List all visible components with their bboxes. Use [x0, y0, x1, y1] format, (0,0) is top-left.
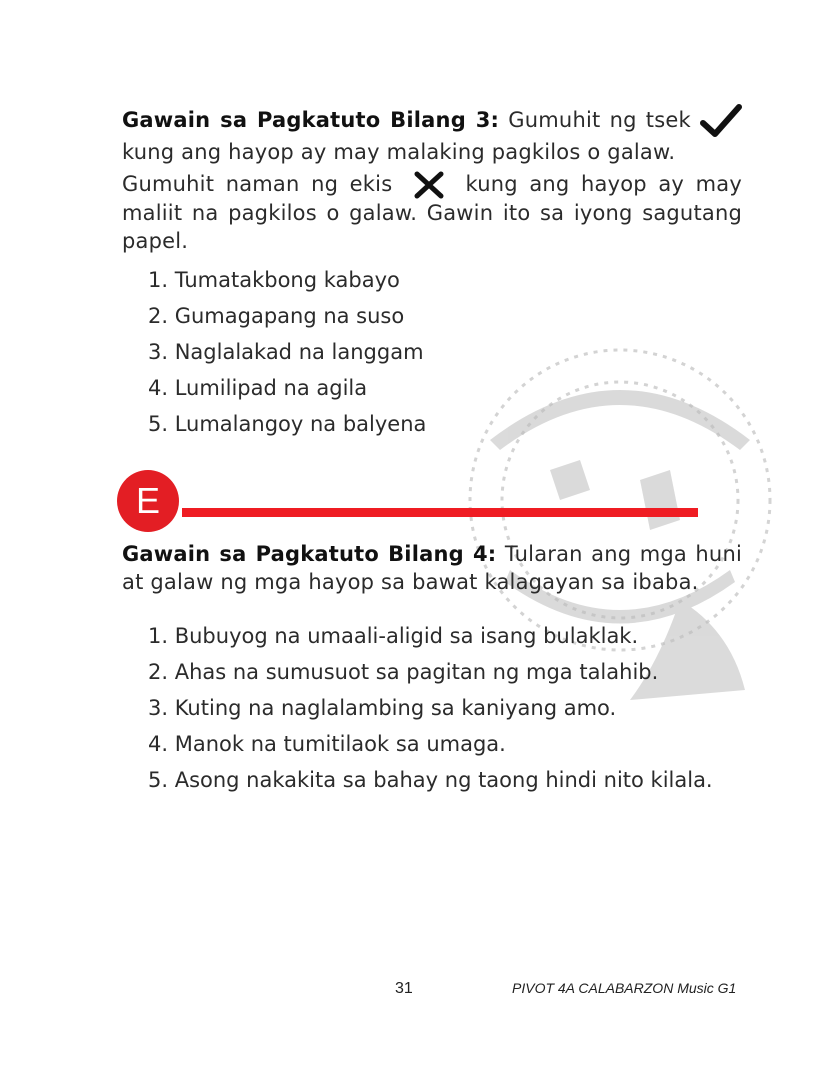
footer-title: PIVOT 4A CALABARZON Music G1 [512, 980, 737, 996]
gawain-4-list [148, 618, 713, 798]
section-e-badge: E [117, 470, 179, 532]
list-item: 1. Bubuyog na umaali-aligid sa isang bulaklak. [148, 624, 639, 648]
gawain-4-label: Gawain sa Pagkatuto Bilang 4: [122, 542, 497, 566]
gawain-3-text-d: Gumuhit naman ng ekis [122, 172, 393, 196]
gawain-3-text-e: kung ang hayop ay may maliit na pagkilos o galaw. Gawin ito sa iyong sagutang papel. [122, 172, 742, 253]
gawain-3-text-a: Gumuhit ng tsek [508, 108, 691, 132]
gawain-3-list [148, 262, 426, 442]
list-item: 4. Manok na tumitilaok sa umaga. [148, 732, 506, 756]
x-mark-icon [412, 171, 446, 199]
gawain-3-instructions [122, 104, 742, 166]
gawain-4-text: Tularan ang mga huni at galaw ng mga hayop sa bawat kalagayan sa ibaba. [122, 542, 742, 594]
list-item: 2. Ahas na sumusuot sa pagitan ng mga talahib. [148, 660, 659, 684]
gawain-3-label: Gawain sa Pagkatuto Bilang 3: [122, 108, 500, 132]
list-item: 5. Lumalangoy na balyena [148, 412, 427, 436]
gawain-3-text-c: ang hayop ay may malaking pagkilos o galaw. [181, 140, 676, 164]
gawain-3-instructions-2 [122, 170, 742, 255]
page-number: 31 [395, 980, 413, 997]
list-item: 4. Lumilipad na agila [148, 376, 368, 400]
check-mark-icon [700, 104, 742, 138]
gawain-3-text-b: kung [122, 140, 175, 164]
list-item: 3. Naglalakad na langgam [148, 340, 424, 364]
list-item: 5. Asong nakakita sa bahay ng taong hindi nito kilala. [148, 768, 713, 792]
list-item: 3. Kuting na naglalambing sa kaniyang amo. [148, 696, 617, 720]
list-item: 1. Tumatakbong kabayo [148, 268, 400, 292]
list-item: 2. Gumagapang na suso [148, 304, 405, 328]
section-divider [182, 508, 698, 517]
gawain-4-instructions [122, 540, 742, 596]
